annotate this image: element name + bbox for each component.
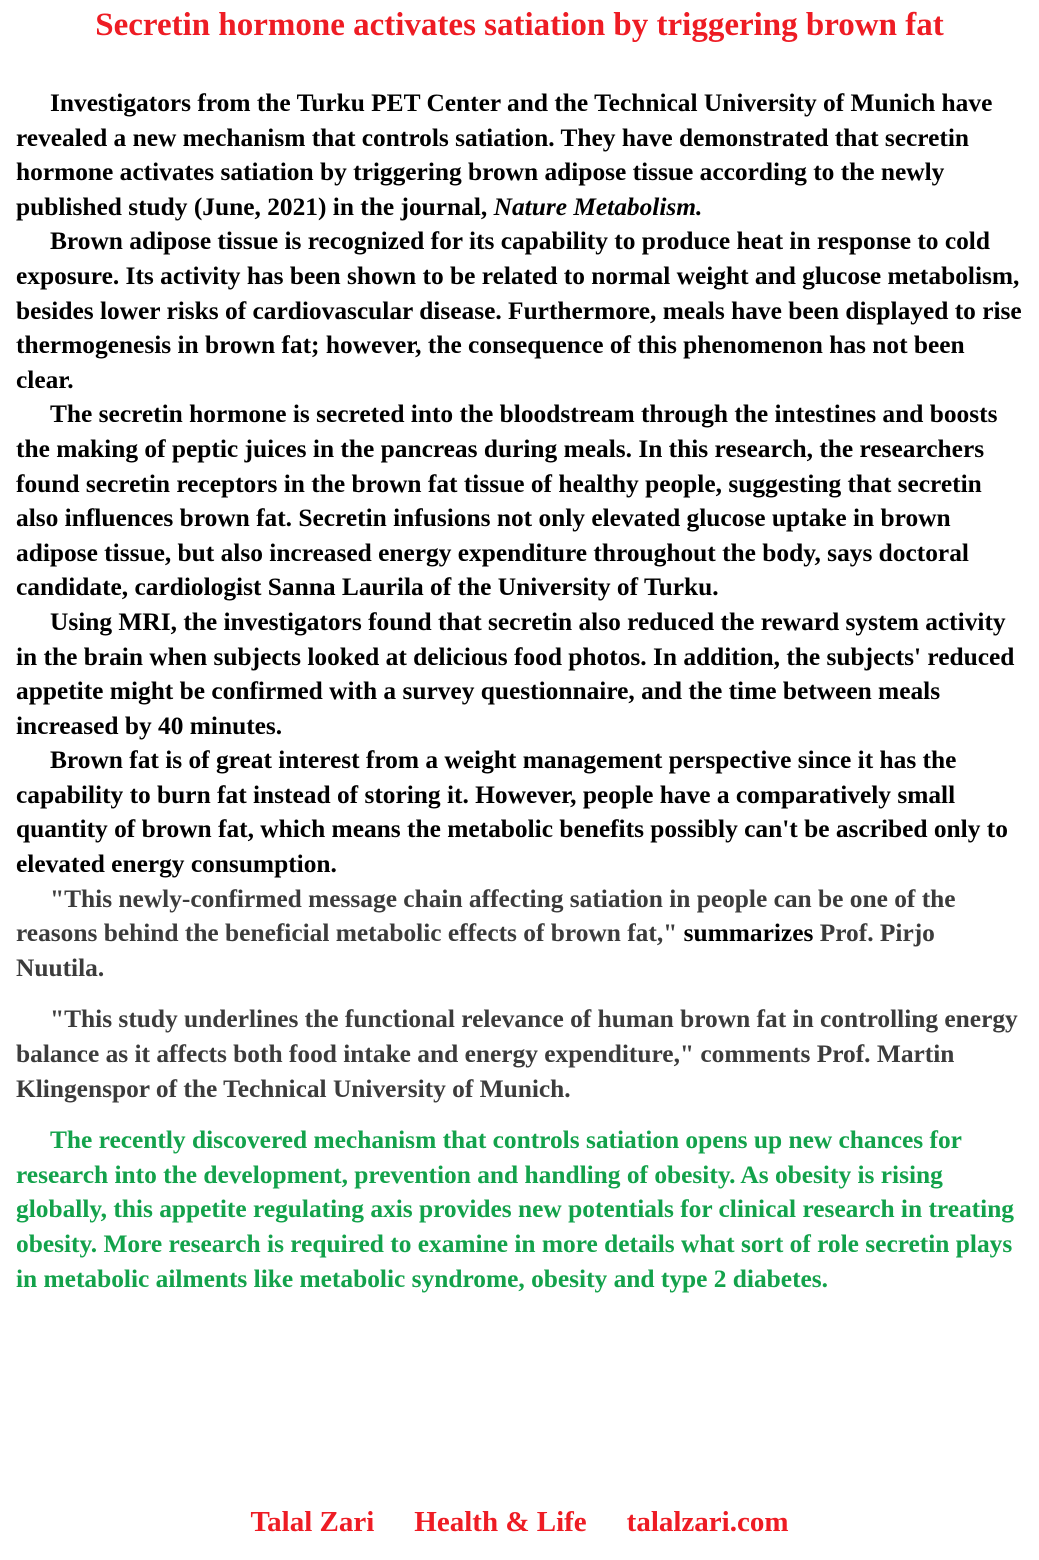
paragraph-secretin: The secretin hormone is secreted into the bloodstream through the intestines and boosts the making of peptic juices in the pancreas during meals. In this research, the researchers found secretin receptors in the brown fat tissue of healthy people, suggesting that secretin also influences brown fat. Secretin infusions not only elevated glucose uptake in brown adipose tissue, but also increased energy expenditure throughout the body, says doctoral candidate, cardiologist Sanna Laurila of the University of Turku.: [16, 400, 998, 602]
quote-klingenspor-text: "This study underlines the functional relevance of human brown fat in controlling energy balance as it affects both food intake and energy expenditure,": [16, 1005, 1018, 1069]
footer-section: Health & Life: [414, 1506, 587, 1538]
quote-nuutila-text: "This newly-confirmed message chain affecting satiation in people can be one of the reasons behind the beneficial metabolic effects of brown fat,": [16, 884, 956, 948]
paragraph-intro: [16, 86, 1028, 224]
footer-author: Talal Zari: [250, 1506, 375, 1538]
journal-name: Nature Metabolism.: [493, 192, 703, 221]
quote-nuutila-verb: summarizes: [677, 919, 820, 948]
footer: [0, 1502, 1039, 1542]
article-body: [16, 86, 1028, 1296]
paragraph-brown-adipose: Brown adipose tissue is recognized for its capability to produce heat in response to cold exposure. Its activity has been shown to be related to normal weight and glucose metabolism, besides lower risks of cardiovascular disease. Furthermore, meals have been displayed to rise thermogenesis in brown fat; however, the consequence of this phenomenon has not been clear.: [16, 227, 1022, 394]
paragraph-mri: Using MRI, the investigators found that secretin also reduced the reward system activity in the brain when subjects looked at delicious food photos. In addition, the subjects' reduced appetite might be confirmed with a survey questionnaire, and the time between meals increased by 40 minutes.: [16, 607, 1015, 740]
paragraph-weight-management: Brown fat is of great interest from a weight management perspective since it has the capability to burn fat instead of storing it. However, people have a comparatively small quantity of brown fat, which means the metabolic benefits possibly can't be ascribed only to elevated energy consumption.: [16, 746, 1008, 879]
quote-klingenspor: [16, 1002, 1028, 1106]
page-title: Secretin hormone activates satiation by triggering brown fat: [95, 7, 944, 43]
paragraph-conclusion: The recently discovered mechanism that controls satiation opens up new chances for research into the development, prevention and handling of obesity. As obesity is rising globally, this appetite regulating axis provides new potentials for clinical research in treating obesity. More research is required to examine in more details what sort of role secretin plays in metabolic ailments like metabolic syndrome, obesity and type 2 diabetes.: [16, 1126, 1015, 1293]
footer-site: talalzari.com: [626, 1506, 789, 1538]
intro-text: Investigators from the Turku PET Center and the Technical University of Munich have revealed a new mechanism that controls satiation. They have demonstrated that secretin hormone activates satiation by triggering brown adipose tissue according to the newly published study (June, 2021) in the journal,: [16, 89, 993, 221]
quote-nuutila-name: Prof. Pirjo Nuutila.: [16, 919, 935, 982]
quote-nuutila: [16, 882, 1028, 986]
quote-klingenspor-attribution: comments Prof. Martin Klingenspor of the Technical University of Munich.: [16, 1040, 955, 1103]
